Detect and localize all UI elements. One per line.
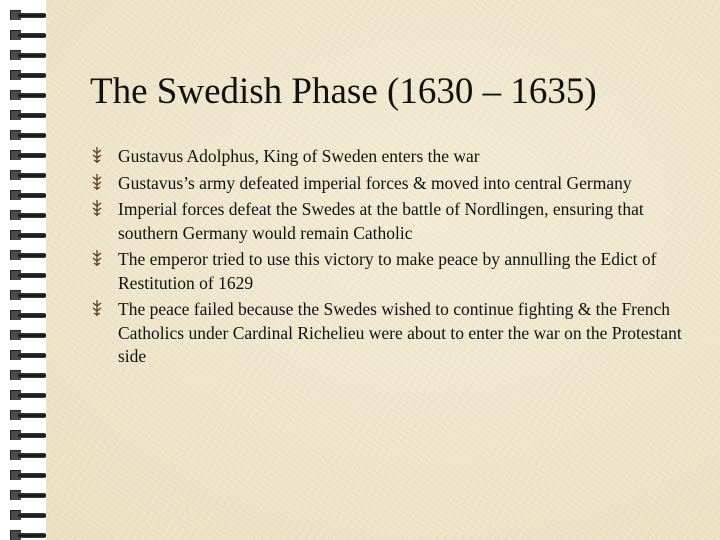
bullet-text: The emperor tried to use this victory to make peace by annulling the Edict of Restitution of 1629 <box>118 249 657 293</box>
slide-title: The Swedish Phase (1630 – 1635) <box>90 71 597 112</box>
binding-ring <box>18 473 46 478</box>
binding-ring <box>18 313 46 318</box>
binding-ring <box>18 493 46 498</box>
binding-ring <box>18 133 46 138</box>
bullet-item <box>90 145 700 169</box>
bullet-item <box>90 298 700 369</box>
binding-ring <box>18 273 46 278</box>
binding-ring <box>18 513 46 518</box>
binding-ring <box>18 393 46 398</box>
binding-ring <box>18 373 46 378</box>
binding-ring <box>18 413 46 418</box>
binding-ring <box>18 293 46 298</box>
binding-ring <box>18 253 46 258</box>
binding-ring <box>18 13 46 18</box>
binding-ring <box>18 433 46 438</box>
bullet-text: The peace failed because the Swedes wished to continue fighting & the French Catholics under Cardinal Richelieu were about to enter the war on the Protestant side <box>118 299 682 366</box>
binding-ring <box>18 93 46 98</box>
binding-ring <box>18 153 46 158</box>
bullet-item <box>90 248 700 295</box>
bullet-list <box>90 145 700 372</box>
bullet-item <box>90 172 700 196</box>
binding-ring <box>18 193 46 198</box>
binding-ring <box>18 213 46 218</box>
wheat-sprig-icon <box>90 248 104 268</box>
binding-ring <box>18 333 46 338</box>
spiral-binding <box>0 0 46 540</box>
binding-ring <box>18 173 46 178</box>
binding-ring <box>18 33 46 38</box>
bullet-text: Gustavus Adolphus, King of Sweden enters the war <box>118 146 480 166</box>
wheat-sprig-icon <box>90 172 104 192</box>
binding-ring <box>18 353 46 358</box>
binding-ring <box>18 533 46 538</box>
binding-ring <box>18 233 46 238</box>
binding-ring <box>18 53 46 58</box>
binding-ring <box>18 73 46 78</box>
bullet-item <box>90 198 700 245</box>
bullet-text: Gustavus’s army defeated imperial forces & moved into central Germany <box>118 172 632 193</box>
wheat-sprig-icon <box>90 145 104 165</box>
wheat-sprig-icon <box>90 298 104 318</box>
binding-ring <box>18 453 46 458</box>
wheat-sprig-icon <box>90 198 104 218</box>
binding-ring <box>18 113 46 118</box>
bullet-text: Imperial forces defeat the Swedes at the battle of Nordlingen, ensuring that southern Germany would remain Catholic <box>118 199 644 243</box>
